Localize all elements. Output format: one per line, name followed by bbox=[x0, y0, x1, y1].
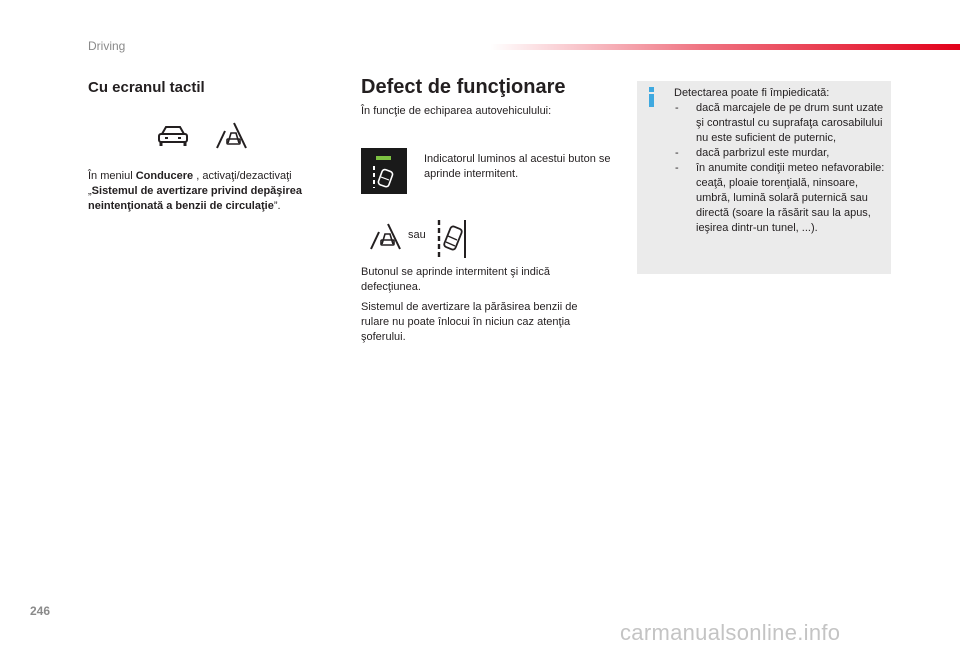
section-label: Driving bbox=[88, 39, 126, 53]
lane-keeping-icon bbox=[435, 219, 469, 259]
indicator-description: Indicatorul luminos al acestui buton se aprinde intermitent. bbox=[424, 153, 611, 180]
equipment-intro: În funcţie de echiparea autovehiculului: bbox=[361, 105, 552, 117]
car-front-icon bbox=[156, 125, 190, 147]
lane-departure-icon bbox=[367, 222, 401, 250]
malfunction-heading: Defect de funcţionare bbox=[361, 76, 566, 98]
malfunction-text: Butonul se aprinde intermitent şi indică defecţiunea. bbox=[361, 266, 550, 293]
list-item: - în anumite condiţii meteo nefavorabile: ceaţă, ploaie torenţială, ninsoare, umbră, lumină solară puternică sau directă (soare la răsărit sau la apus, ieşirea dintr-un tunel, ...). bbox=[675, 162, 885, 234]
system-name: Sistemul de avertizare privind depăşirea neintenţionată a benzii de circulaţie bbox=[88, 185, 302, 212]
warning-text: Sistemul de avertizare la părăsirea benzii de rulare nu poate înlocui în niciun caz atenţia şoferului. bbox=[361, 301, 578, 343]
page-number: 246 bbox=[30, 604, 51, 618]
watermark: carmanualsonline.info bbox=[620, 620, 841, 645]
touchscreen-instructions: În meniul Conducere , activaţi/dezactivaţi „Sistemul de avertizare privind depăşirea neintenţionată a benzii de circulaţie”. bbox=[88, 170, 302, 212]
lane-keeping-icon bbox=[369, 164, 399, 190]
header-rule bbox=[490, 44, 960, 50]
lane-button-indicator bbox=[361, 148, 407, 194]
info-box bbox=[637, 81, 891, 274]
touchscreen-heading: Cu ecranul tactil bbox=[88, 79, 205, 96]
list-item: - dacă marcajele de pe drum sunt uzate şi contrastul cu suprafaţa carosabilului nu este suficient de puternic, bbox=[675, 102, 884, 144]
indicator-light bbox=[376, 156, 391, 160]
or-label: sau bbox=[408, 229, 426, 241]
info-intro: Detectarea poate fi împiedicată: bbox=[674, 87, 830, 99]
lane-departure-icon bbox=[213, 121, 247, 149]
menu-name: Conducere bbox=[135, 170, 194, 182]
list-item: - dacă parbrizul este murdar, bbox=[675, 147, 830, 159]
info-icon bbox=[649, 87, 655, 107]
